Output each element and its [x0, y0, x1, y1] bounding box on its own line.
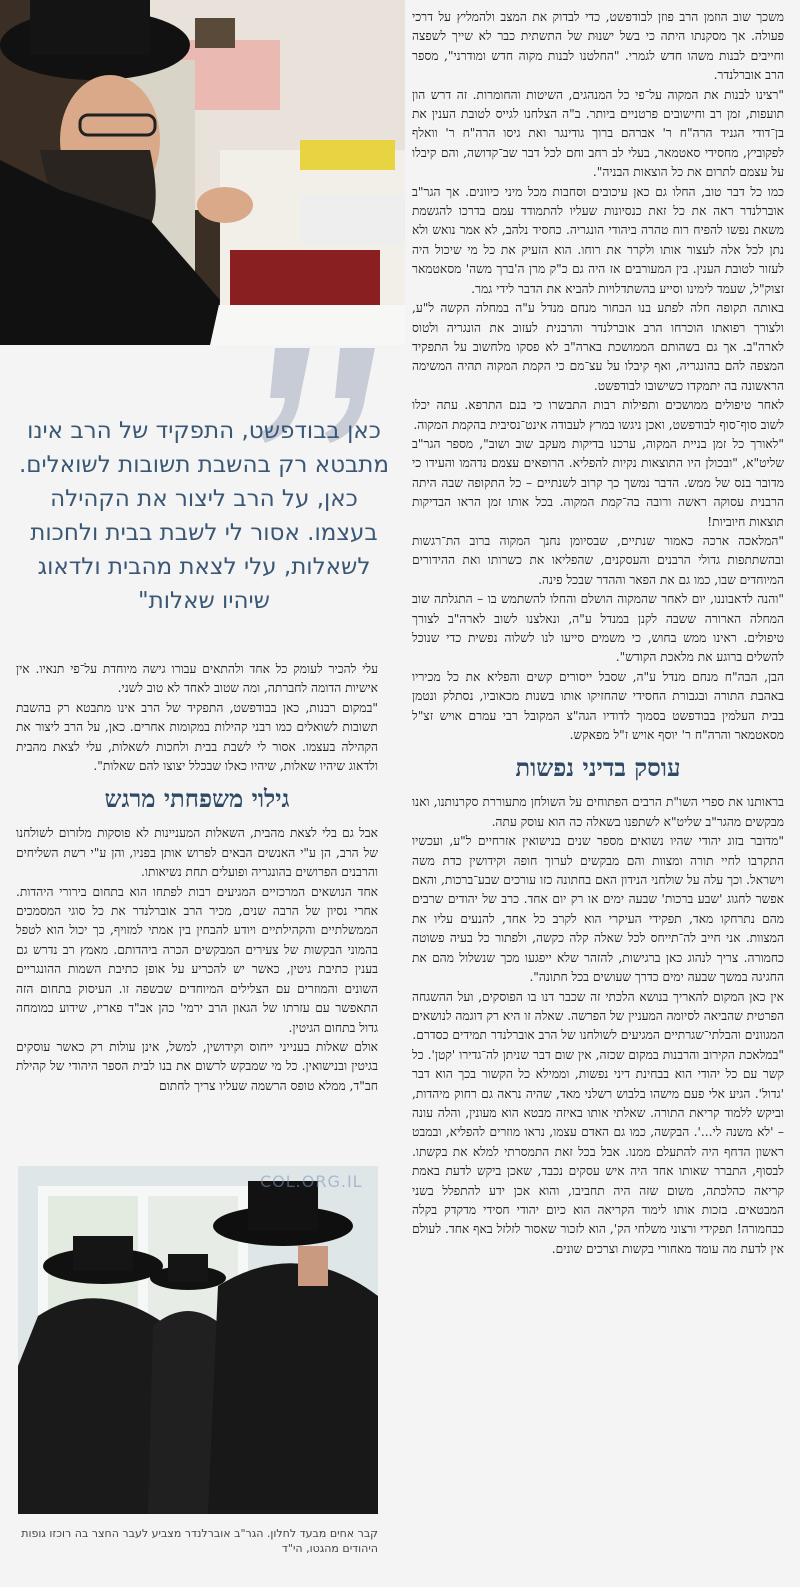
- paragraph: "במקום רבנות, כאן בבודפשט, התפקיד של הרב אינו מתבטא רק בהשבת תשובות לשואלים כמו רבני קהילות במקומות אחרים. כאן, על הרב ליצור את הקהילה בעצמו. אסור לי לשבת בבית ולחכות לשאלות, עלי לצאת מהבית ולדאוג שיהיו שאלות, שיהיו כאלו שבכלל יצוצו להם שאלות".: [16, 700, 378, 774]
- paragraph: לאחר טיפולים ממושכים ותפילות רבות התבשרו כי בנם התרפא. עתה יכלו לשוב סוף־סוף לבודפשט, ואכן ניגשו במרץ לעבודה אינט־נסיבית בהקמת המקוה.: [412, 398, 784, 432]
- paragraph: "במלאכת הקירוב והרבנות במקום שכזה, אין שום דבר שניתן לה־גדירו 'קטן'. כל קשר עם כל יהודי הוא בבחינת דיני נפשות, וממילא כל הקשור בכך הוא דבר 'גדול'. הגיע אלי פעם מישהו בלבוש רשלני מאד, שהיה נראה גם רחוק מיהדות, וביקש ללמוד קריאת התורה. שאלתי אותו באיזה מבטא הוא מעונין, והלה עונה – 'לא משנה לי...'. הבקשה, כמו גם האדם עצמו, נראו מוזרים להפליא, ובמבט ראשון הדחף היה להתעלם ממנו. אבל בכל זאת התמסרתי למלא את בקשתו. לבסוף, התברר שאותו אחד היה איש עסקים נכבד, שאכן ביקש לדעת באמת קריאה כהלכתה, משום שזה היה תחביבו, והוא אכן ידע להתפלל בשני המבטאים. בזכות אותו לימוד הקריאה הוא כיום יהודי חסידי מדקדק בקלה כבחמורה! תפקידי ורצוני משלחי הק', הוא לזכור שאסור לזלזל באף אחד. לעולם אין לדעת מה עומד מאחורי בקשות וצרכים שונים.: [412, 1047, 784, 1256]
- left-column: [16, 660, 378, 1096]
- watermark: COL.ORG.IL: [260, 1172, 363, 1191]
- paragraph: אבל גם בלי לצאת מהבית, השאלות המעניינות לא פוסקות מלזרום לשולחנו של הרב, הן ע"י האנשים הבאים לפרוש אותן בפניו, והן ע"י רשת השליחים והרבנים הפרושים בהונגריה ופועלים תחת נשיאותו.: [16, 826, 378, 880]
- paragraph: משכך שוב הוזמן הרב פוזן לבודפשט, כדי לבדוק את המצב ולהמליץ על דרכי פעולה. אך מסקנתו היתה כי בשל ישנוּת של התשתית כבר לא שייך לשפצה וחייבים לבנות משהו חדש לגמרי. "החלטנו לבנות מקוה חדש ומודרני", מספר הרב אוברלנדר.: [412, 10, 784, 83]
- paragraph: בראותנו את ספרי השו"ת הרבים הפתוחים על השולחן מתעוררת סקרנותנו, ואנו מבקשים מהגר"ב שליט"א לשתפנו בשאלה כה הוא עוסק עתה.: [412, 795, 784, 829]
- section-heading: עוסק בדיני נפשות: [515, 753, 681, 783]
- rabbi-photo-illustration: [0, 0, 405, 345]
- paragraph: עלי להכיר לעומק כל אחד ולהתאים עבורו גישה מיוחדת על־פי תנאיו. אין אישיות הדומה לחברתה, ומה שטוב לאחד לא טוב לשני.: [16, 662, 378, 696]
- rabbi-photo: [0, 0, 405, 345]
- paragraph: "מדובר בזוג יהודי שהיו נשואים מספר שנים בנישואין אזרחיים ל"ע, ועכשיו התקרבו לחיי תורה ומצוות והם מבקשים לערוך חופה וקידושין כדת משה וישראל. וכך עלה על שולחני הנידון האם בחתונה כזו עורכים שבע־ברכות, והאם אפשר לחגוג 'שבע ברכות' שבעה ימים או רק יום אחד. כרב של יהודים שרבים מהם נתרחקו מאד, תפקידי העיקרי הוא לקרב כל אחד, להנעים עליו את המצוות. אני חייב לה־תייחס לכל שאלה קלה כקשה, ולפתור כל בעיה פשוטה כחמורה. צריך לנהוג כאן ברגישות, להזהר שלא ייפגעו מכך שנשלול מהם את החגיגה במשך שבעה ימים כדרך שעושים בכל חתונה".: [412, 834, 784, 985]
- paragraph: אין כאן המקום להאריך בנושא הלכתי זה שכבר דנו בו הפוסקים, ועל ההשגחה הפרטית שהביאה לסיומה המעניין של הפרשה. שאלה זו היא רק דוגמה לנושאים המגוונים והבלתי־שגרתיים המגיעים לשולחנו של הרב אוברלנדר תמידים כסדרם.: [412, 989, 784, 1043]
- paragraph: כמו כל דבר טוב, החלו גם כאן עיכובים וסחבות מכל מיני כיוונים. אך הגר"ב אוברלנדר ראה את כל זאת כנסיונות שעליו להתמודד עמם בדרכו להגשמת משאת נפשו להפיח רוח טהרה ביהודי הונגריה. כחסיד נלהב, לא אמר נואש ולא נתן לכל אלה לעצור אותו ולקרר את רוחו. הוא הזעיק את כל מי שיכול היה לעזור לטובת הענין. בין המעורבים אז היה גם כ"ק מרן ה'ברך משה' מסאטמאר זצוק"ל, שעמד לימינו וסייע בהשתדלויות להביא את הדבר לידי גמר.: [412, 184, 784, 296]
- right-column: [412, 8, 784, 1259]
- window-photo: [18, 1166, 378, 1514]
- window-photo-illustration: [18, 1166, 378, 1514]
- paragraph: "לאורך כל זמן בניית המקוה, ערכנו בדיקות מעקב שוב ושוב", מספר הגר"ב שליט"א, "ובכולן היו התוצאות נקיות להפליא. הרופאים עצמם נדהמו והעידו כי מדובר בנס של ממש. הדבר נמשך כך קרוב לשנתיים – כל התקופה שבה היתה הרבנית עסוקה ראשה ורובה בה־קמת המקוה. בכל אותו זמן הראו הבדיקות תוצאות חיוביות!: [412, 436, 784, 529]
- paragraph: הבן, הבה"ח מנחם מנדל ע"ה, שסבל ייסורים קשים והפליא את כל מכיריו באהבת התורה ובגבורת החסידי שהחזיקו אותו בשנות מכאוביו, נסתלק ונטמן בבית העלמין בבודפשט בסמוך לדודיו הגה"צ המקובל רבי עמרם אויש זצ"ל מסאטמאר והרה"ח ר' יוסף אויש ז"ל מפאקש.: [412, 669, 784, 743]
- paragraph: אולם שאלות בענייני ייחוס וקידושין, למשל, אינן עולות רק כאשר עוסקים בגיטין ובנישואין. כל מי שמבקש לרשום את בנו לבית הספר היהודי של קהילת חב"ד, ממלא טופס הרשמה שעליו צריך לחתום: [16, 1039, 378, 1093]
- photo-caption: קבר אחים מבעד לחלון. הגר"ב אוברלנדר מצביע לעבר החצר בה רוכזו גופות היהודים מהגטו, הי"ד: [21, 1527, 378, 1555]
- paragraph: "רצינו לבנות את המקוה על־פי כל המנהגים, השיטות והחומרות. זה דרש הון תועפות, זמן רב וחישובים פרטניים ביותר. ב"ה הצלחנו לגייס לטובת הענין את בן־דודי הגניד הרה"ח ר' אברהם ברוך גודינגר ואת גיסו הרה"ח ר' וואלף לפקוביץ, מחסידי סאטמאר, בעלי לב רחב וחם לכל דבר שב־קדושה, והם קיבלו על עצמם לתרום את כל הוצאות הבניה".: [412, 87, 784, 180]
- paragraph: באותה תקופה חלה לפתע בנו הבחור מנחם מנדל ע"ה במחלה הקשה ל"ע, ולצורך רפואתו הוכרחו הרב אוברלנדר והרבנית לעזוב את הונגריה ולטוס לארה"ב. אך גם בשהותם הממושכת בארה"ב לא פסקו מלחשוב על התפקיד המצפה להם בהונגריה, ואף קיבלו על עצ־מם כי הקמת המקוה תהיה המשימה הראשונה בה יתמקדו כשישובו לבודפשט.: [412, 301, 784, 393]
- pull-quote: כאן בבודפשט, התפקיד של הרב אינו מתבטא רק בהשבת תשובות לשואלים. כאן, על הרב ליצור את הקהילה בעצמו. אסור לי לשבת בבית ולחכות לשאלות, עלי לצאת מהבית ולדאוג שיהיו שאלות": [18, 418, 390, 614]
- paragraph: "והנה לדאבוננו, יום לאחר שהמקוה הושלם והחלו להשתמש בו – התגלתה שוב המחלה הארורה ששבה לקנן במנדל ע"ה, ונאלצנו לשוב לארה"ב לצורך טיפולים. ראינו ממש בחוש, כי משמים סייעו לנו לשלוה נפשית כדי שנוכל להשלים ברוגע את מלאכת הקודש".: [412, 592, 784, 665]
- paragraph: אחד הנושאים המרכזיים המגיעים רבות לפתחו הוא בתחום בירורי היהדות. אחרי נסיון של הרבה שנים, מכיר הרב אוברלנדר את כל סוגי המסמכים הממשלתיים והקהילתיים ויודע להבחין בין אמתי למזויף, כך יכול הוא לטפל בהמוני הבקשות של צעירים המבקשים הכרה ביהדותם. מאמץ רב נדרש גם בענין כתיבת גיטין, כאשר יש להכריע על אופן כתיבת השמות ההונגריים השונים והמוזרים עם הצלילים המיוחדים שבשפה זו. העיסוק בתחום הזה התאפשר עם עזרתו של הגאון הרב ירמי' כהן אב"ד פאריז, שידוע כמומחה גדול בתחום הגיטין.: [16, 884, 378, 1035]
- section-heading: גילוי משפחתי מרגש: [104, 784, 290, 814]
- paragraph: "המלאכה ארכה כאמור שנתיים, שבסיומן נחנך המקוה ברוב הת־רגשות ובהשתתפות גדולי הרבנים והעסקנים, שהפליאו את כשרותו ואת ההידורים המיוחדים שבו, כמו גם את הפאר וההדר שבכל פינה.: [412, 533, 784, 587]
